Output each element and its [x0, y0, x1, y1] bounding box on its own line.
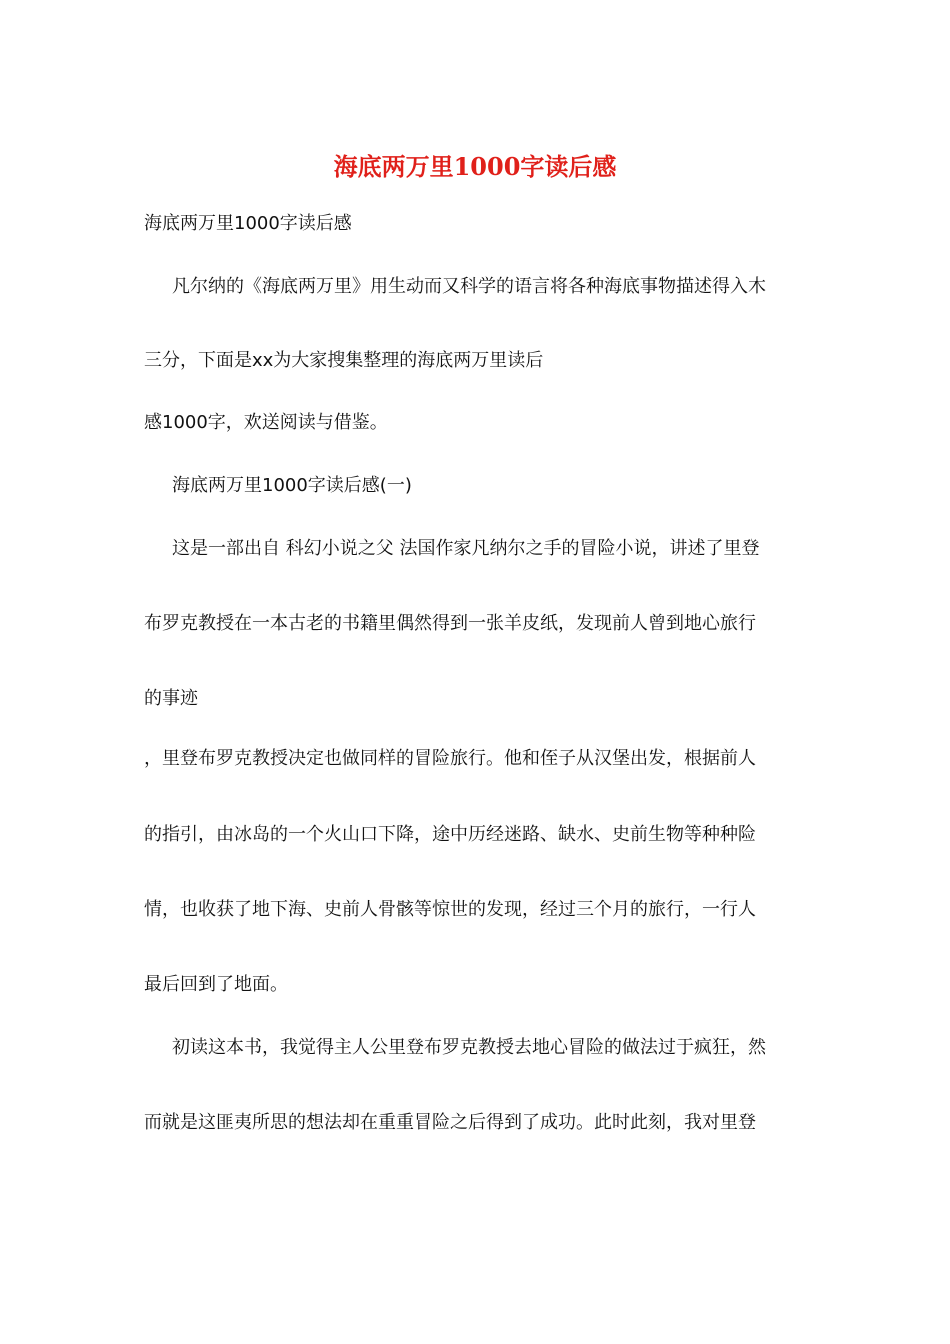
paragraph-line: 感1000字，欢送阅读与借鉴。	[144, 412, 388, 433]
paragraph-line: 的指引，由冰岛的一个火山口下降，途中历经迷路、缺水、史前生物等种种险	[144, 824, 756, 845]
paragraph-line: ，里登布罗克教授决定也做同样的冒险旅行。他和侄子从汉堡出发，根据前人	[144, 748, 756, 769]
paragraph-line: 这是一部出自 科幻小说之父 法国作家凡纳尔之手的冒险小说，讲述了里登	[172, 538, 760, 559]
paragraph-line: 凡尔纳的《海底两万里》用生动而又科学的语言将各种海底事物描述得入木	[172, 276, 766, 297]
document-title: 海底两万里1000字读后感	[333, 152, 617, 181]
paragraph-line: 初读这本书，我觉得主人公里登布罗克教授去地心冒险的做法过于疯狂，然	[172, 1037, 766, 1058]
subtitle-line: 海底两万里1000字读后感	[144, 213, 352, 234]
paragraph-line: 而就是这匪夷所思的想法却在重重冒险之后得到了成功。此时此刻，我对里登	[144, 1112, 756, 1133]
paragraph-line: 最后回到了地面。	[144, 974, 288, 995]
section-heading: 海底两万里1000字读后感(一)	[172, 475, 412, 496]
paragraph-line: 情，也收获了地下海、史前人骨骸等惊世的发现，经过三个月的旅行，一行人	[144, 899, 756, 920]
paragraph-line: 的事迹	[144, 688, 198, 709]
paragraph-line: 布罗克教授在一本古老的书籍里偶然得到一张羊皮纸，发现前人曾到地心旅行	[144, 613, 756, 634]
paragraph-line: 三分，下面是xx为大家搜集整理的海底两万里读后	[144, 350, 544, 371]
